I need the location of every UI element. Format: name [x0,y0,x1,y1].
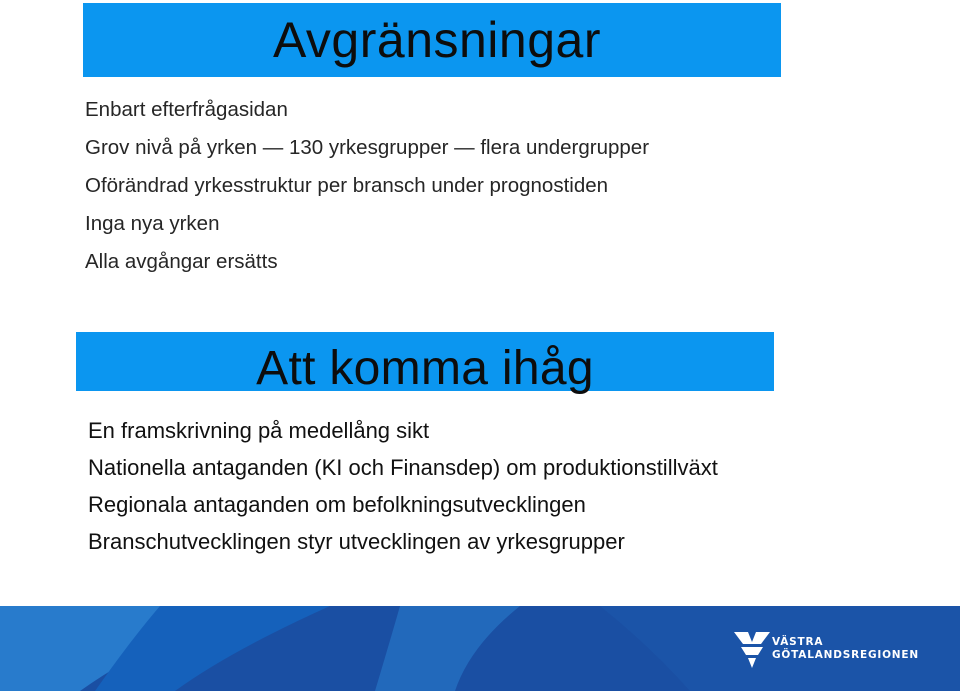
list-item: Oförändrad yrkesstruktur per bransch under prognostiden [85,174,609,197]
section-title-bar-att-komma-ihag [76,332,774,395]
list-item: Branschutvecklingen styr utvecklingen av yrkesgrupper [88,529,625,554]
logo-wordmark: VÄSTRA GÖTALANDSREGIONEN [772,636,919,661]
remember-list [88,416,788,564]
section-title-bar-avgransningar [83,3,781,77]
list-item: Nationella antaganden (KI och Finansdep) om produktionstillväxt [88,455,718,480]
limitations-list [85,96,649,286]
list-item: Alla avgångar ersätts [85,250,278,273]
list-item: En framskrivning på medellång sikt [88,418,430,443]
section-title: Att komma ihåg [256,342,594,395]
list-item: Inga nya yrken [85,212,220,235]
region-logo-icon [732,628,772,672]
list-item: Enbart efterfrågasidan [85,98,288,121]
vastra-gotalandsregionen-logo [732,628,922,672]
list-item: Regionala antaganden om befolkningsutvecklingen [88,492,586,517]
list-item: Grov nivå på yrken — 130 yrkesgrupper — flera undergrupper [85,136,650,159]
section-title: Avgränsningar [272,12,601,68]
